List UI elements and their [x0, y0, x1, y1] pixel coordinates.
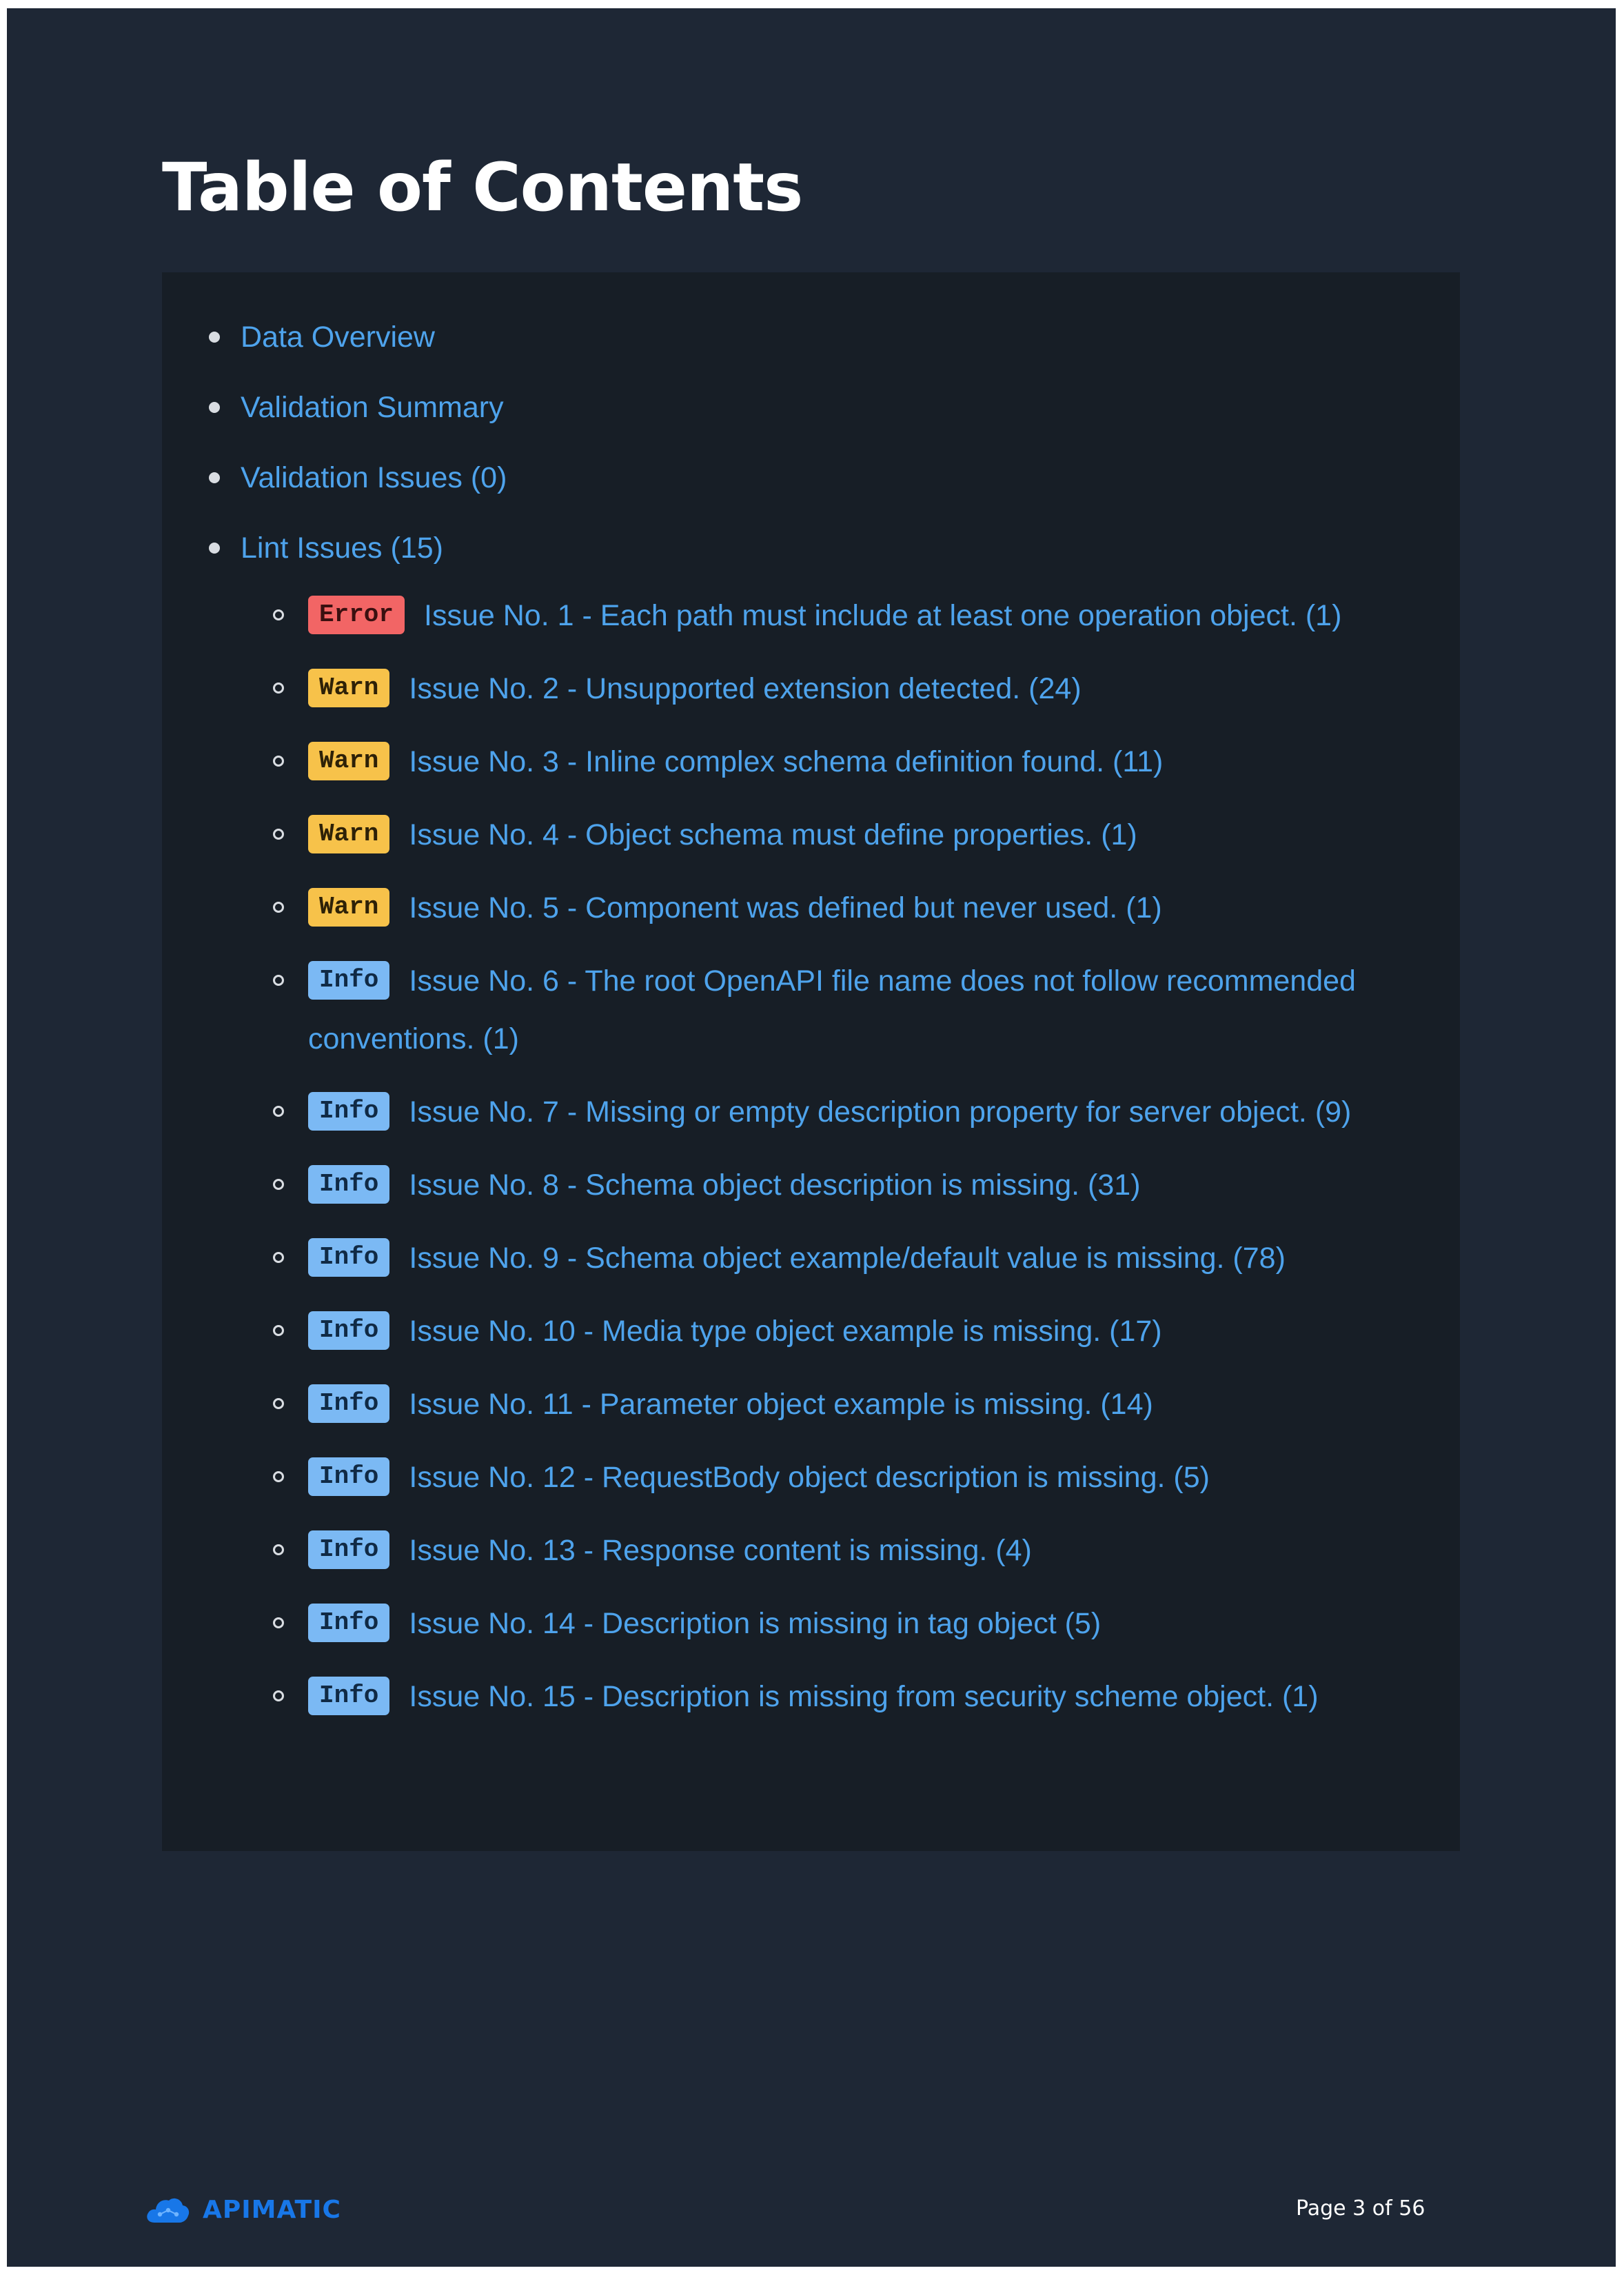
page-title: Table of Contents [162, 149, 803, 226]
circle-bullet-icon [273, 902, 284, 913]
lint-issue-link[interactable]: Issue No. 15 - Description is missing from security scheme object. (1) [409, 1680, 1319, 1713]
lint-issue-link[interactable]: Issue No. 14 - Description is missing in tag object (5) [409, 1607, 1102, 1640]
severity-badge-warn: Warn [308, 669, 389, 707]
circle-bullet-icon [273, 1179, 284, 1190]
lint-issue-item [162, 1302, 1460, 1360]
severity-badge-warn: Warn [308, 888, 389, 927]
severity-badge-info: Info [308, 1238, 389, 1277]
severity-badge-info: Info [308, 1384, 389, 1423]
severity-badge-info: Info [308, 961, 389, 1000]
circle-bullet-icon [273, 1325, 284, 1336]
lint-issue-link[interactable]: Issue No. 10 - Media type object example is missing. (17) [409, 1315, 1162, 1348]
circle-bullet-icon [273, 682, 284, 694]
lint-issue-link[interactable]: Issue No. 2 - Unsupported extension detected. (24) [409, 672, 1082, 705]
toc-item-data-overview [162, 308, 1460, 383]
bullet-icon [209, 332, 220, 343]
toc-link-data-overview[interactable]: Data Overview [241, 321, 435, 354]
lint-issue-link[interactable]: Issue No. 4 - Object schema must define properties. (1) [409, 818, 1137, 851]
cloud-icon [145, 2192, 190, 2227]
lint-issue-item [162, 1448, 1460, 1506]
toc-link-lint-issues[interactable]: Lint Issues (15) [241, 532, 443, 565]
lint-issue-link[interactable]: Issue No. 5 - Component was defined but never used. (1) [409, 891, 1162, 924]
circle-bullet-icon [273, 609, 284, 620]
severity-badge-info: Info [308, 1092, 389, 1131]
circle-bullet-icon [273, 975, 284, 986]
lint-issue-link[interactable]: Issue No. 9 - Schema object example/default value is missing. (78) [409, 1242, 1286, 1275]
bullet-icon [209, 472, 220, 483]
toc-link-validation-issues[interactable]: Validation Issues (0) [241, 461, 507, 494]
lint-issue-item [162, 733, 1460, 791]
severity-badge-warn: Warn [308, 742, 389, 780]
lint-issue-item [162, 1229, 1460, 1287]
lint-issue-link[interactable]: Issue No. 11 - Parameter object example is missing. (14) [409, 1388, 1153, 1421]
toc-item-validation-issues [162, 449, 1460, 523]
bullet-icon [209, 543, 220, 554]
severity-badge-info: Info [308, 1530, 389, 1569]
lint-issue-item [162, 1668, 1460, 1726]
circle-bullet-icon [273, 1398, 284, 1409]
circle-bullet-icon [273, 1471, 284, 1482]
severity-badge-info: Info [308, 1311, 389, 1350]
lint-issue-item [162, 1521, 1460, 1579]
toc-list [162, 272, 1460, 577]
lint-issue-link[interactable]: Issue No. 7 - Missing or empty description property for server object. (9) [409, 1095, 1352, 1129]
circle-bullet-icon [273, 1252, 284, 1263]
toc-item-validation-summary [162, 378, 1460, 453]
severity-badge-info: Info [308, 1677, 389, 1715]
severity-badge-info: Info [308, 1457, 389, 1496]
lint-issue-item [162, 806, 1460, 864]
circle-bullet-icon [273, 1617, 284, 1628]
lint-issue-item [162, 660, 1460, 718]
lint-issue-item [162, 1083, 1460, 1141]
lint-issue-link[interactable]: Issue No. 12 - RequestBody object description is missing. (5) [409, 1461, 1210, 1494]
circle-bullet-icon [273, 756, 284, 767]
severity-badge-error: Error [308, 596, 405, 634]
lint-issue-link[interactable]: Issue No. 3 - Inline complex schema definition found. (11) [409, 745, 1164, 778]
lint-issue-item [162, 879, 1460, 937]
lint-issue-item [162, 1595, 1460, 1652]
lint-issue-link[interactable]: Issue No. 8 - Schema object description is missing. (31) [409, 1169, 1141, 1202]
circle-bullet-icon [273, 1544, 284, 1555]
severity-badge-info: Info [308, 1604, 389, 1642]
lint-issue-item [162, 587, 1460, 645]
toc-link-validation-summary[interactable]: Validation Summary [241, 391, 504, 424]
document-page [7, 8, 1616, 2267]
circle-bullet-icon [273, 1106, 284, 1117]
circle-bullet-icon [273, 1690, 284, 1701]
severity-badge-info: Info [308, 1165, 389, 1204]
circle-bullet-icon [273, 829, 284, 840]
table-of-contents [162, 272, 1460, 1851]
lint-issue-link[interactable]: Issue No. 13 - Response content is missing. (4) [409, 1534, 1032, 1567]
lint-issue-item [162, 1156, 1460, 1214]
brand-name: APIMATIC [203, 2195, 341, 2224]
toc-item-lint-issues [162, 519, 1460, 577]
severity-badge-warn: Warn [308, 815, 389, 853]
page-number: Page 3 of 56 [1296, 2196, 1425, 2221]
apimatic-logo [145, 2189, 341, 2230]
lint-issue-link[interactable]: Issue No. 6 - The root OpenAPI file name does not follow recommended conventions. (1) [308, 964, 1356, 1055]
lint-issue-item [162, 952, 1460, 1068]
lint-issue-list [162, 587, 1460, 1741]
bullet-icon [209, 402, 220, 413]
lint-issue-item [162, 1375, 1460, 1433]
lint-issue-link[interactable]: Issue No. 1 - Each path must include at least one operation object. (1) [424, 599, 1342, 632]
